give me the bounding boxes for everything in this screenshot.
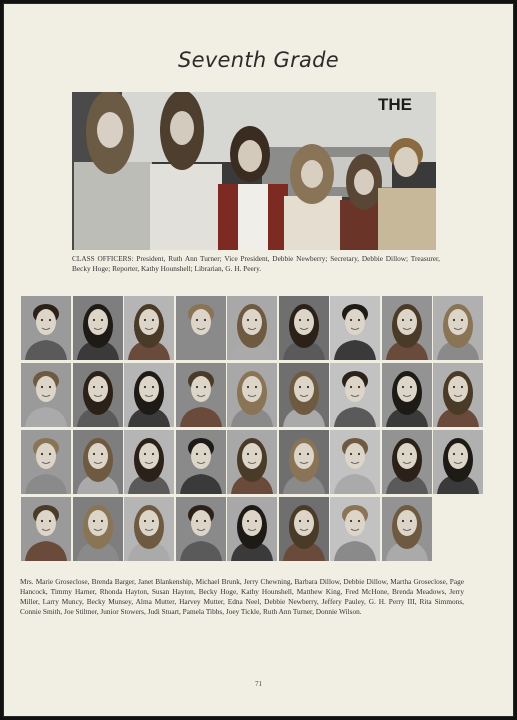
class-officers-photo-image bbox=[72, 92, 436, 250]
student-portrait bbox=[21, 296, 71, 360]
student-portrait bbox=[382, 363, 432, 427]
page-number: 71 bbox=[255, 680, 262, 688]
student-portrait bbox=[330, 430, 380, 494]
yearbook-page bbox=[4, 4, 513, 716]
student-portrait bbox=[227, 497, 277, 561]
student-portrait bbox=[124, 497, 174, 561]
student-portrait bbox=[382, 497, 432, 561]
student-portrait bbox=[227, 363, 277, 427]
student-portrait bbox=[279, 497, 329, 561]
student-portrait bbox=[433, 296, 483, 360]
student-portrait bbox=[176, 497, 226, 561]
student-portrait bbox=[382, 430, 432, 494]
student-portrait bbox=[176, 363, 226, 427]
student-portrait bbox=[330, 296, 380, 360]
student-portrait bbox=[433, 363, 483, 427]
student-portrait bbox=[279, 363, 329, 427]
student-portrait bbox=[176, 296, 226, 360]
student-portrait bbox=[73, 497, 123, 561]
student-portrait bbox=[176, 430, 226, 494]
student-portrait bbox=[21, 363, 71, 427]
student-portrait bbox=[279, 430, 329, 494]
student-portrait bbox=[124, 430, 174, 494]
background-sign-text: THE bbox=[378, 95, 412, 114]
student-portrait bbox=[227, 430, 277, 494]
student-portrait bbox=[124, 296, 174, 360]
student-portrait bbox=[227, 296, 277, 360]
page-title: Seventh Grade bbox=[177, 48, 340, 72]
officers-caption: CLASS OFFICERS: President, Ruth Ann Turner; Vice President, Debbie Newberry; Secretary, Debbie Dillow; Treasurer, Becky Hoge; Reporter, Kathy Hounshell; Librarian, G. H. Peery. bbox=[72, 254, 440, 273]
class-officers-photo bbox=[72, 92, 436, 250]
student-portrait bbox=[279, 296, 329, 360]
student-portrait bbox=[73, 430, 123, 494]
student-portrait bbox=[330, 497, 380, 561]
student-portrait bbox=[73, 363, 123, 427]
student-names-caption: Mrs. Marie Groseclose, Brenda Barger, Janet Blankenship, Michael Brunk, Jerry Chewning, Barbara Dillow, Debbie Dillow, Martha Groseclose, Page Hancock, Timmy Harner, Rhonda Hayton, Susan Hayton, Becky Hoge, Kathy Hounshell, Matthew King, Fred McHone, Brenda Meadows, Jerry Miller, Larry Muncy, Becky Munsey, Alma Mutter, Harvey Mutter, Edna Neel, Debbie Newberry, Jeffery Pauley, G. H. Perry III, Rita Simmons, Connie Smith, Joe Stiltner, Junior Stowers, Judi Stuart, Pamela Tibbs, Joey Tickle, Ruth Ann Turner, Donnie Wilson. bbox=[20, 577, 464, 616]
student-portrait bbox=[433, 430, 483, 494]
student-portrait bbox=[124, 363, 174, 427]
student-portrait bbox=[21, 497, 71, 561]
student-portrait bbox=[21, 430, 71, 494]
student-portrait bbox=[382, 296, 432, 360]
student-portrait bbox=[330, 363, 380, 427]
student-portrait bbox=[73, 296, 123, 360]
